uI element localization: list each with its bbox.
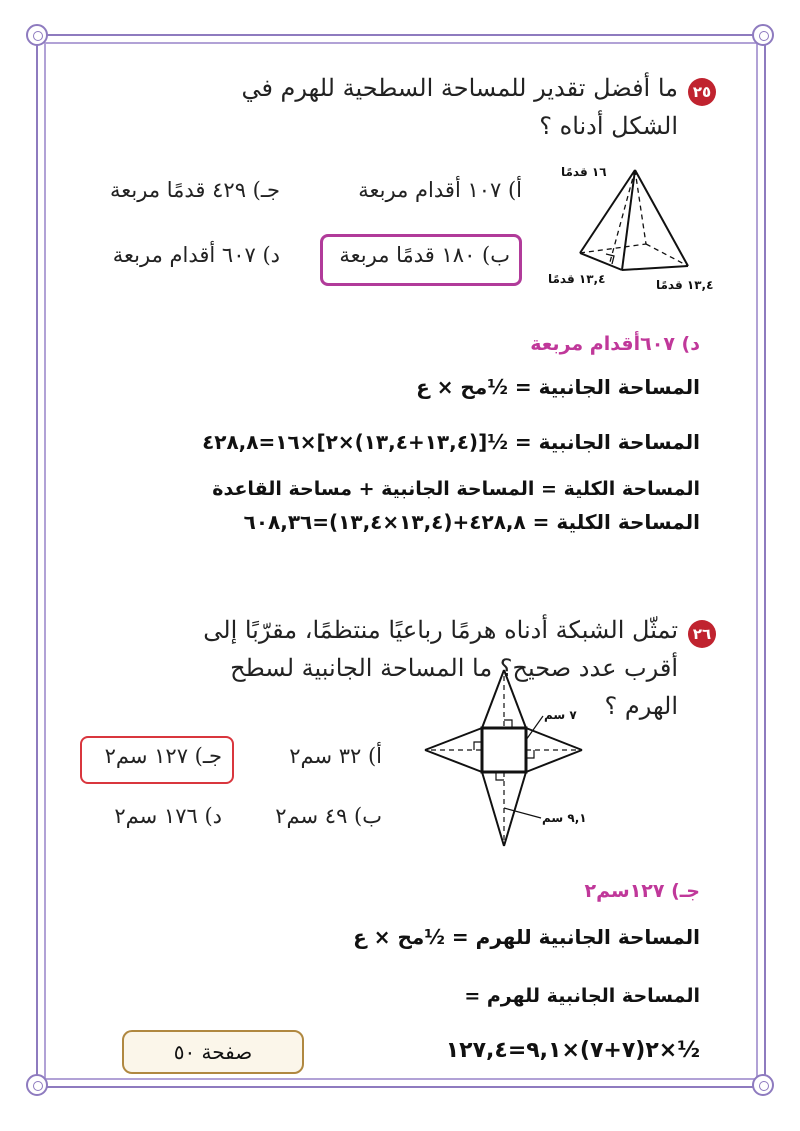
q25-solution-line3: المساحة الكلية = المساحة الجانبية + مساحة القاعدة [212, 478, 700, 500]
corner-ornament-icon [26, 24, 48, 46]
question-26-text-line2: أقرب عدد صحيح؟ ما المساحة الجانبية لسطح [230, 654, 678, 682]
q26-option-b[interactable]: ب) ٤٩ سم٢ [275, 804, 382, 828]
pyramid-side-label-2: ١٣,٤ قدمًا [656, 278, 714, 292]
pyramid-side-label-1: ١٣,٤ قدمًا [548, 272, 606, 286]
corner-ornament-icon [26, 1074, 48, 1096]
net-side-label: ٧ سم [544, 708, 577, 722]
corner-ornament-icon [752, 24, 774, 46]
page-number: صفحة ٥٠ [122, 1030, 304, 1074]
q25-solution-line4: المساحة الكلية = ٤٢٨,٨+(١٣,٤×١٣,٤)=٦٠٨,٣٦ [243, 510, 700, 534]
q25-option-a[interactable]: أ) ١٠٧ أقدام مربعة [358, 178, 522, 202]
q25-option-d[interactable]: د) ٦٠٧ أقدام مربعة [112, 243, 280, 267]
pyramid-height-label: ١٦ قدمًا [561, 165, 607, 179]
q26-solution-line3: ½×٢(٧+٧)×٩,١=١٢٧,٤ [445, 1038, 700, 1063]
question-25-badge: ٢٥ [688, 78, 716, 106]
q26-option-c[interactable]: جـ) ١٢٧ سم٢ [104, 744, 222, 768]
q26-solution-line1: المساحة الجانبية للهرم = ½مح × ع [353, 925, 700, 949]
q25-solution-line2: المساحة الجانبية = ½[(١٣,٤+١٣,٤)×٢]×١٦=٤٢٨,٨ [202, 430, 700, 454]
q25-solution-line1: المساحة الجانبية = ½مح × ع [416, 375, 700, 399]
q26-option-a[interactable]: أ) ٣٢ سم٢ [289, 744, 382, 768]
corner-ornament-icon [752, 1074, 774, 1096]
question-26-text-line1: تمثّل الشبكة أدناه هرمًا رباعيًا منتظمًا، مقرّبًا إلى [203, 616, 678, 644]
q26-solution-line2: المساحة الجانبية للهرم = [464, 985, 700, 1007]
q26-option-d[interactable]: د) ١٧٦ سم٢ [114, 804, 222, 828]
q25-solution-answer: د) ٦٠٧أقدام مربعة [530, 333, 700, 355]
net-slant-label: ٩,١ سم [542, 811, 587, 825]
q25-option-c[interactable]: جـ) ٤٢٩ قدمًا مربعة [110, 178, 280, 202]
q26-solution-answer: جـ) ١٢٧سم٢ [584, 880, 700, 902]
question-25-text-line1: ما أفضل تقدير للمساحة السطحية للهرم في [241, 74, 678, 102]
question-25-text-line2: الشكل أدناه ؟ [539, 112, 678, 140]
q25-option-b[interactable]: ب) ١٨٠ قدمًا مربعة [339, 243, 510, 267]
question-26-text-line3: الهرم ؟ [604, 692, 678, 720]
question-26-badge: ٢٦ [688, 620, 716, 648]
